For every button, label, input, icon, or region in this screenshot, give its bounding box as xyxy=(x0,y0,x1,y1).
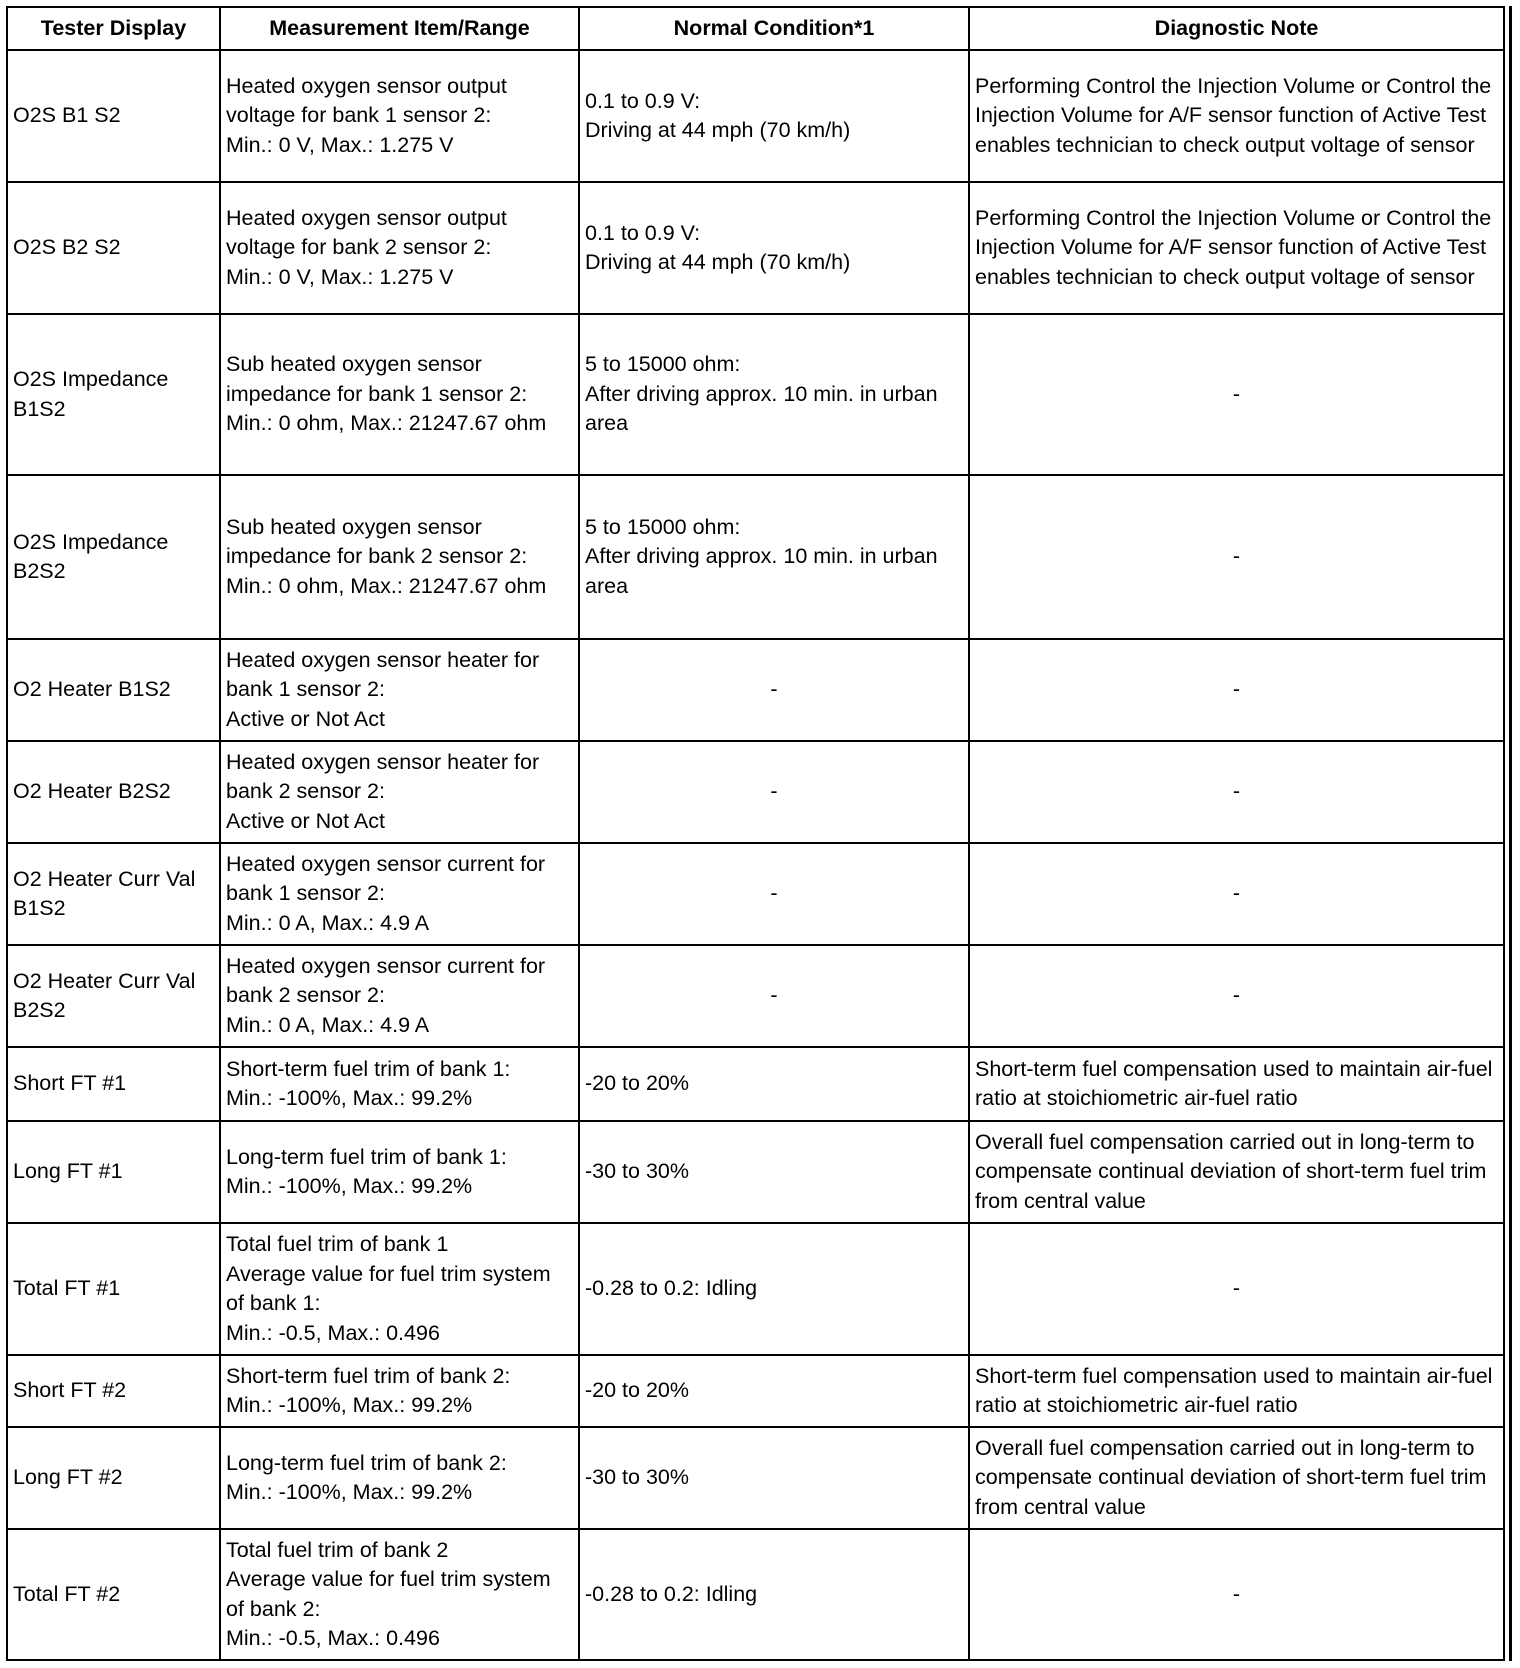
diagnostic-note-cell: - xyxy=(969,475,1504,639)
measurement-item-cell: Heated oxygen sensor heater for bank 1 sensor 2: Active or Not Act xyxy=(220,639,579,741)
diagnostic-note-cell: Overall fuel compensation carried out in long-term to compensate continual deviation of short-term fuel trim from central value xyxy=(969,1121,1504,1223)
table-row xyxy=(7,1529,1504,1660)
normal-condition-cell: -30 to 30% xyxy=(579,1121,969,1223)
normal-condition-cell: - xyxy=(579,945,969,1047)
measurement-item-cell: Sub heated oxygen sensor impedance for bank 2 sensor 2: Min.: 0 ohm, Max.: 21247.67 ohm xyxy=(220,475,579,639)
table-row xyxy=(7,1121,1504,1223)
measurement-item-cell: Heated oxygen sensor output voltage for bank 2 sensor 2: Min.: 0 V, Max.: 1.275 V xyxy=(220,182,579,314)
table-row xyxy=(7,1223,1504,1355)
tester-display-cell: O2S B1 S2 xyxy=(7,50,220,182)
measurement-item-cell: Sub heated oxygen sensor impedance for bank 1 sensor 2: Min.: 0 ohm, Max.: 21247.67 ohm xyxy=(220,314,579,475)
tester-display-cell: Total FT #1 xyxy=(7,1223,220,1355)
measurement-item-cell: Long-term fuel trim of bank 2: Min.: -100%, Max.: 99.2% xyxy=(220,1427,579,1529)
header-measurement-item: Measurement Item/Range xyxy=(220,7,579,50)
tester-display-cell: Long FT #2 xyxy=(7,1427,220,1529)
measurement-item-cell: Heated oxygen sensor current for bank 2 sensor 2: Min.: 0 A, Max.: 4.9 A xyxy=(220,945,579,1047)
table-row xyxy=(7,1427,1504,1529)
normal-condition-cell: 5 to 15000 ohm: After driving approx. 10 min. in urban area xyxy=(579,314,969,475)
measurement-item-cell: Short-term fuel trim of bank 2: Min.: -100%, Max.: 99.2% xyxy=(220,1355,579,1427)
tester-display-cell: O2S B2 S2 xyxy=(7,182,220,314)
diagnostic-note-cell: - xyxy=(969,1223,1504,1355)
diagnostic-note-cell: Short-term fuel compensation used to maintain air-fuel ratio at stoichiometric air-fuel ratio xyxy=(969,1355,1504,1427)
normal-condition-cell: -0.28 to 0.2: Idling xyxy=(579,1529,969,1660)
table-row xyxy=(7,741,1504,843)
normal-condition-cell: -20 to 20% xyxy=(579,1355,969,1427)
normal-condition-cell: -20 to 20% xyxy=(579,1047,969,1121)
diagnostic-note-cell: - xyxy=(969,945,1504,1047)
diagnostic-note-cell: - xyxy=(969,741,1504,843)
measurement-item-cell: Heated oxygen sensor current for bank 1 sensor 2: Min.: 0 A, Max.: 4.9 A xyxy=(220,843,579,945)
table-row xyxy=(7,1047,1504,1121)
diagnostic-note-cell: - xyxy=(969,1529,1504,1660)
data-list-table-container xyxy=(6,6,1512,1661)
diagnostic-note-cell: Performing Control the Injection Volume or Control the Injection Volume for A/F sensor function of Active Test enables technician to check output voltage of sensor xyxy=(969,182,1504,314)
measurement-item-cell: Total fuel trim of bank 1 Average value for fuel trim system of bank 1: Min.: -0.5, Max.: 0.496 xyxy=(220,1223,579,1355)
measurement-item-cell: Heated oxygen sensor output voltage for bank 1 sensor 2: Min.: 0 V, Max.: 1.275 V xyxy=(220,50,579,182)
measurement-item-cell: Total fuel trim of bank 2 Average value for fuel trim system of bank 2: Min.: -0.5, Max.: 0.496 xyxy=(220,1529,579,1660)
normal-condition-cell: - xyxy=(579,639,969,741)
table-row xyxy=(7,50,1504,182)
tester-display-cell: Long FT #1 xyxy=(7,1121,220,1223)
table-row xyxy=(7,475,1504,639)
diagnostic-note-cell: - xyxy=(969,314,1504,475)
tester-display-cell: O2 Heater B2S2 xyxy=(7,741,220,843)
diagnostic-note-cell: - xyxy=(969,639,1504,741)
tester-display-cell: Total FT #2 xyxy=(7,1529,220,1660)
measurement-item-cell: Short-term fuel trim of bank 1: Min.: -100%, Max.: 99.2% xyxy=(220,1047,579,1121)
header-normal-condition: Normal Condition*1 xyxy=(579,7,969,50)
tester-display-cell: O2S Impedance B2S2 xyxy=(7,475,220,639)
table-row xyxy=(7,639,1504,741)
normal-condition-cell: - xyxy=(579,843,969,945)
tester-display-cell: O2S Impedance B1S2 xyxy=(7,314,220,475)
diagnostic-note-cell: Short-term fuel compensation used to maintain air-fuel ratio at stoichiometric air-fuel ratio xyxy=(969,1047,1504,1121)
measurement-item-cell: Long-term fuel trim of bank 1: Min.: -100%, Max.: 99.2% xyxy=(220,1121,579,1223)
normal-condition-cell: 0.1 to 0.9 V: Driving at 44 mph (70 km/h) xyxy=(579,182,969,314)
table-row xyxy=(7,314,1504,475)
table-row xyxy=(7,182,1504,314)
header-diagnostic-note: Diagnostic Note xyxy=(969,7,1504,50)
diagnostic-note-cell: Overall fuel compensation carried out in long-term to compensate continual deviation of short-term fuel trim from central value xyxy=(969,1427,1504,1529)
table-row xyxy=(7,1355,1504,1427)
table-row xyxy=(7,843,1504,945)
diagnostic-note-cell: Performing Control the Injection Volume or Control the Injection Volume for A/F sensor function of Active Test enables technician to check output voltage of sensor xyxy=(969,50,1504,182)
tester-display-cell: Short FT #1 xyxy=(7,1047,220,1121)
normal-condition-cell: -30 to 30% xyxy=(579,1427,969,1529)
table-row xyxy=(7,945,1504,1047)
tester-display-cell: Short FT #2 xyxy=(7,1355,220,1427)
data-list-table xyxy=(6,6,1505,1661)
tester-display-cell: O2 Heater B1S2 xyxy=(7,639,220,741)
diagnostic-note-cell: - xyxy=(969,843,1504,945)
table-header-row xyxy=(7,7,1504,50)
tester-display-cell: O2 Heater Curr Val B1S2 xyxy=(7,843,220,945)
measurement-item-cell: Heated oxygen sensor heater for bank 2 sensor 2: Active or Not Act xyxy=(220,741,579,843)
normal-condition-cell: 0.1 to 0.9 V: Driving at 44 mph (70 km/h) xyxy=(579,50,969,182)
normal-condition-cell: - xyxy=(579,741,969,843)
header-tester-display: Tester Display xyxy=(7,7,220,50)
tester-display-cell: O2 Heater Curr Val B2S2 xyxy=(7,945,220,1047)
normal-condition-cell: 5 to 15000 ohm: After driving approx. 10 min. in urban area xyxy=(579,475,969,639)
normal-condition-cell: -0.28 to 0.2: Idling xyxy=(579,1223,969,1355)
